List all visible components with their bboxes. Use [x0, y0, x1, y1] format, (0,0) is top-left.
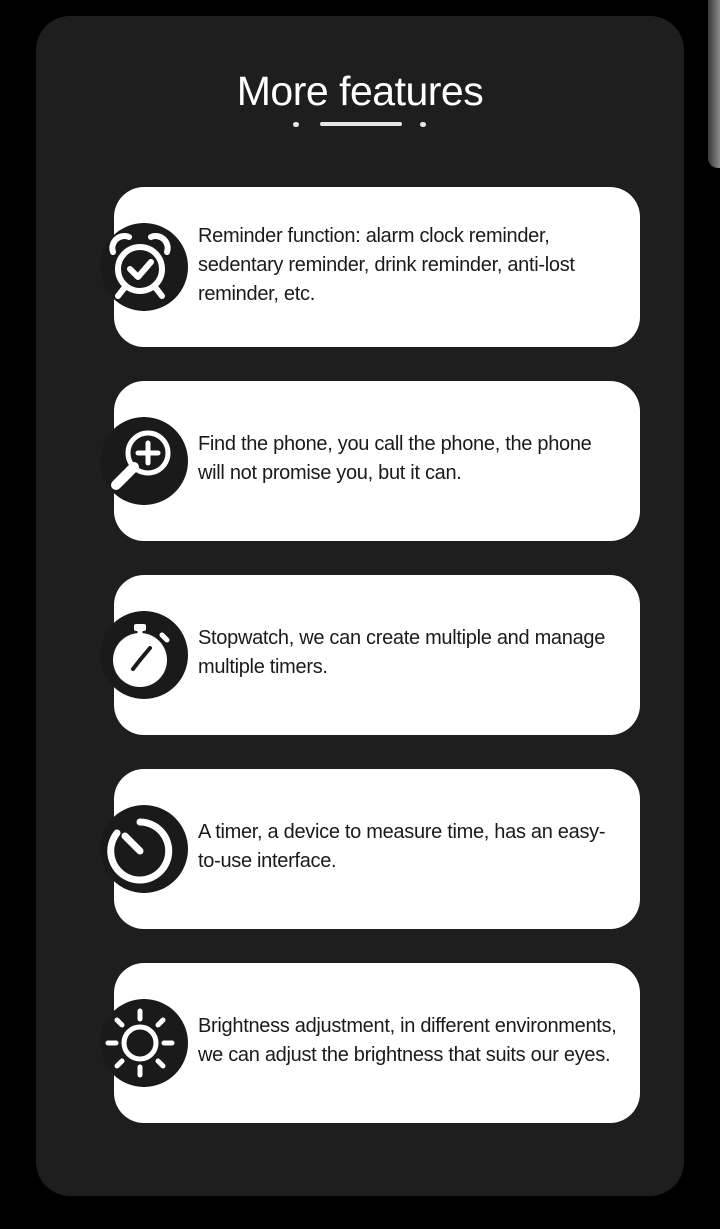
edge-handle — [708, 0, 720, 168]
feature-card-find-phone — [114, 381, 640, 541]
alarm-clock-icon — [98, 225, 182, 309]
feature-card-stopwatch — [114, 575, 640, 735]
feature-card-brightness — [114, 963, 640, 1123]
feature-card-timer — [114, 769, 640, 929]
feature-text: A timer, a device to measure time, has an easy-to-use interface. — [198, 821, 606, 872]
magnifier-plus-icon — [98, 419, 182, 503]
stopwatch-icon — [98, 613, 182, 697]
divider-bar — [320, 122, 402, 126]
feature-text: Brightness adjustment, in different environments, we can adjust the brightness that suits our eyes. — [198, 1015, 617, 1066]
brightness-sun-icon — [98, 1001, 182, 1085]
timer-icon — [98, 807, 182, 891]
feature-text: Stopwatch, we can create multiple and manage multiple timers. — [198, 627, 606, 678]
divider-dot — [420, 122, 426, 127]
feature-text: Reminder function: alarm clock reminder, sedentary reminder, drink reminder, anti-lost reminder, etc. — [198, 224, 575, 305]
features-panel — [36, 16, 684, 1196]
divider-dot — [293, 122, 299, 127]
page-title: More features — [236, 68, 484, 114]
feature-card-reminder — [114, 187, 640, 347]
feature-text: Find the phone, you call the phone, the phone will not promise you, but it can. — [198, 433, 592, 484]
title-divider — [291, 120, 429, 128]
